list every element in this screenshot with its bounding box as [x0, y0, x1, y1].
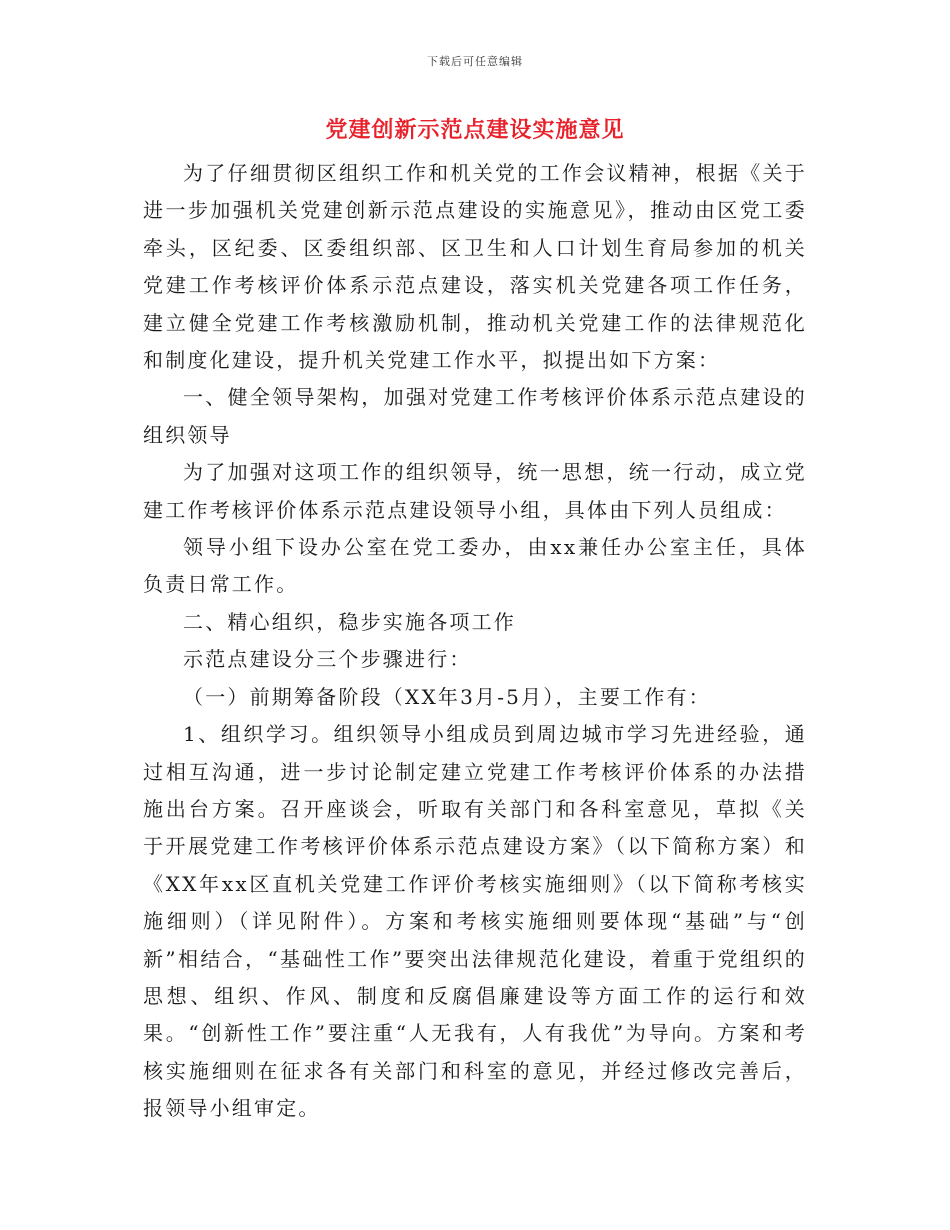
page-header-note: 下载后可任意编辑: [427, 55, 523, 68]
document-title: 党建创新示范点建设实施意见: [325, 117, 625, 143]
section-heading-1: 一、健全领导架构，加强对党建工作考核评价体系示范点建设的组织领导: [143, 385, 807, 447]
paragraph-intro: 为了仔细贯彻区组织工作和机关党的工作会议精神，根据《关于进一步加强机关党建创新示范点建设的实施意见》，推动由区党工委牵头，区纪委、区委组织部、区卫生和人口计划生育局参加的机关党建工作考核评价体系示范点建设，落实机关党建各项工作任务，建立健全党建工作考核激励机制，推动机关党建工作的法律规范化和制度化建设，提升机关党建工作水平，拟提出如下方案：: [143, 161, 807, 373]
document-body: [143, 155, 807, 1128]
paragraph-study: 1、组织学习。组织领导小组成员到周边城市学习先进经验，通过相互沟通，进一步讨论制定建立党建工作考核评价体系的办法措施出台方案。召开座谈会，听取有关部门和各科室意见，草拟《关于开展党建工作考核评价体系示范点建设方案》（以下简称方案）和《XX年xx区直机关党建工作评价考核实施细则》（以下简称考核实施细则）（详见附件）。方案和考核实施细则要体现“基础”与“创新”相结合，“基础性工作”要突出法律规范化建设，着重于党组织的思想、组织、作风、制度和反腐倡廉建设等方面工作的运行和效果。“创新性工作”要注重“人无我有，人有我优”为导向。方案和考核实施细则在征求各有关部门和科室的意见，并经过修改完善后，报领导小组审定。: [143, 722, 807, 1121]
paragraph-steps: 示范点建设分三个步骤进行：: [183, 647, 472, 672]
paragraph-office: 领导小组下设办公室在党工委办，由xx兼任办公室主任，具体负责日常工作。: [143, 535, 807, 597]
subsection-heading-1: （一）前期筹备阶段（XX年3月-5月），主要工作有：: [183, 684, 711, 709]
paragraph-leadership: 为了加强对这项工作的组织领导，统一思想，统一行动，成立党建工作考核评价体系示范点建设领导小组，具体由下列人员组成：: [143, 460, 807, 522]
section-heading-2: 二、精心组织，稳步实施各项工作: [183, 609, 516, 634]
